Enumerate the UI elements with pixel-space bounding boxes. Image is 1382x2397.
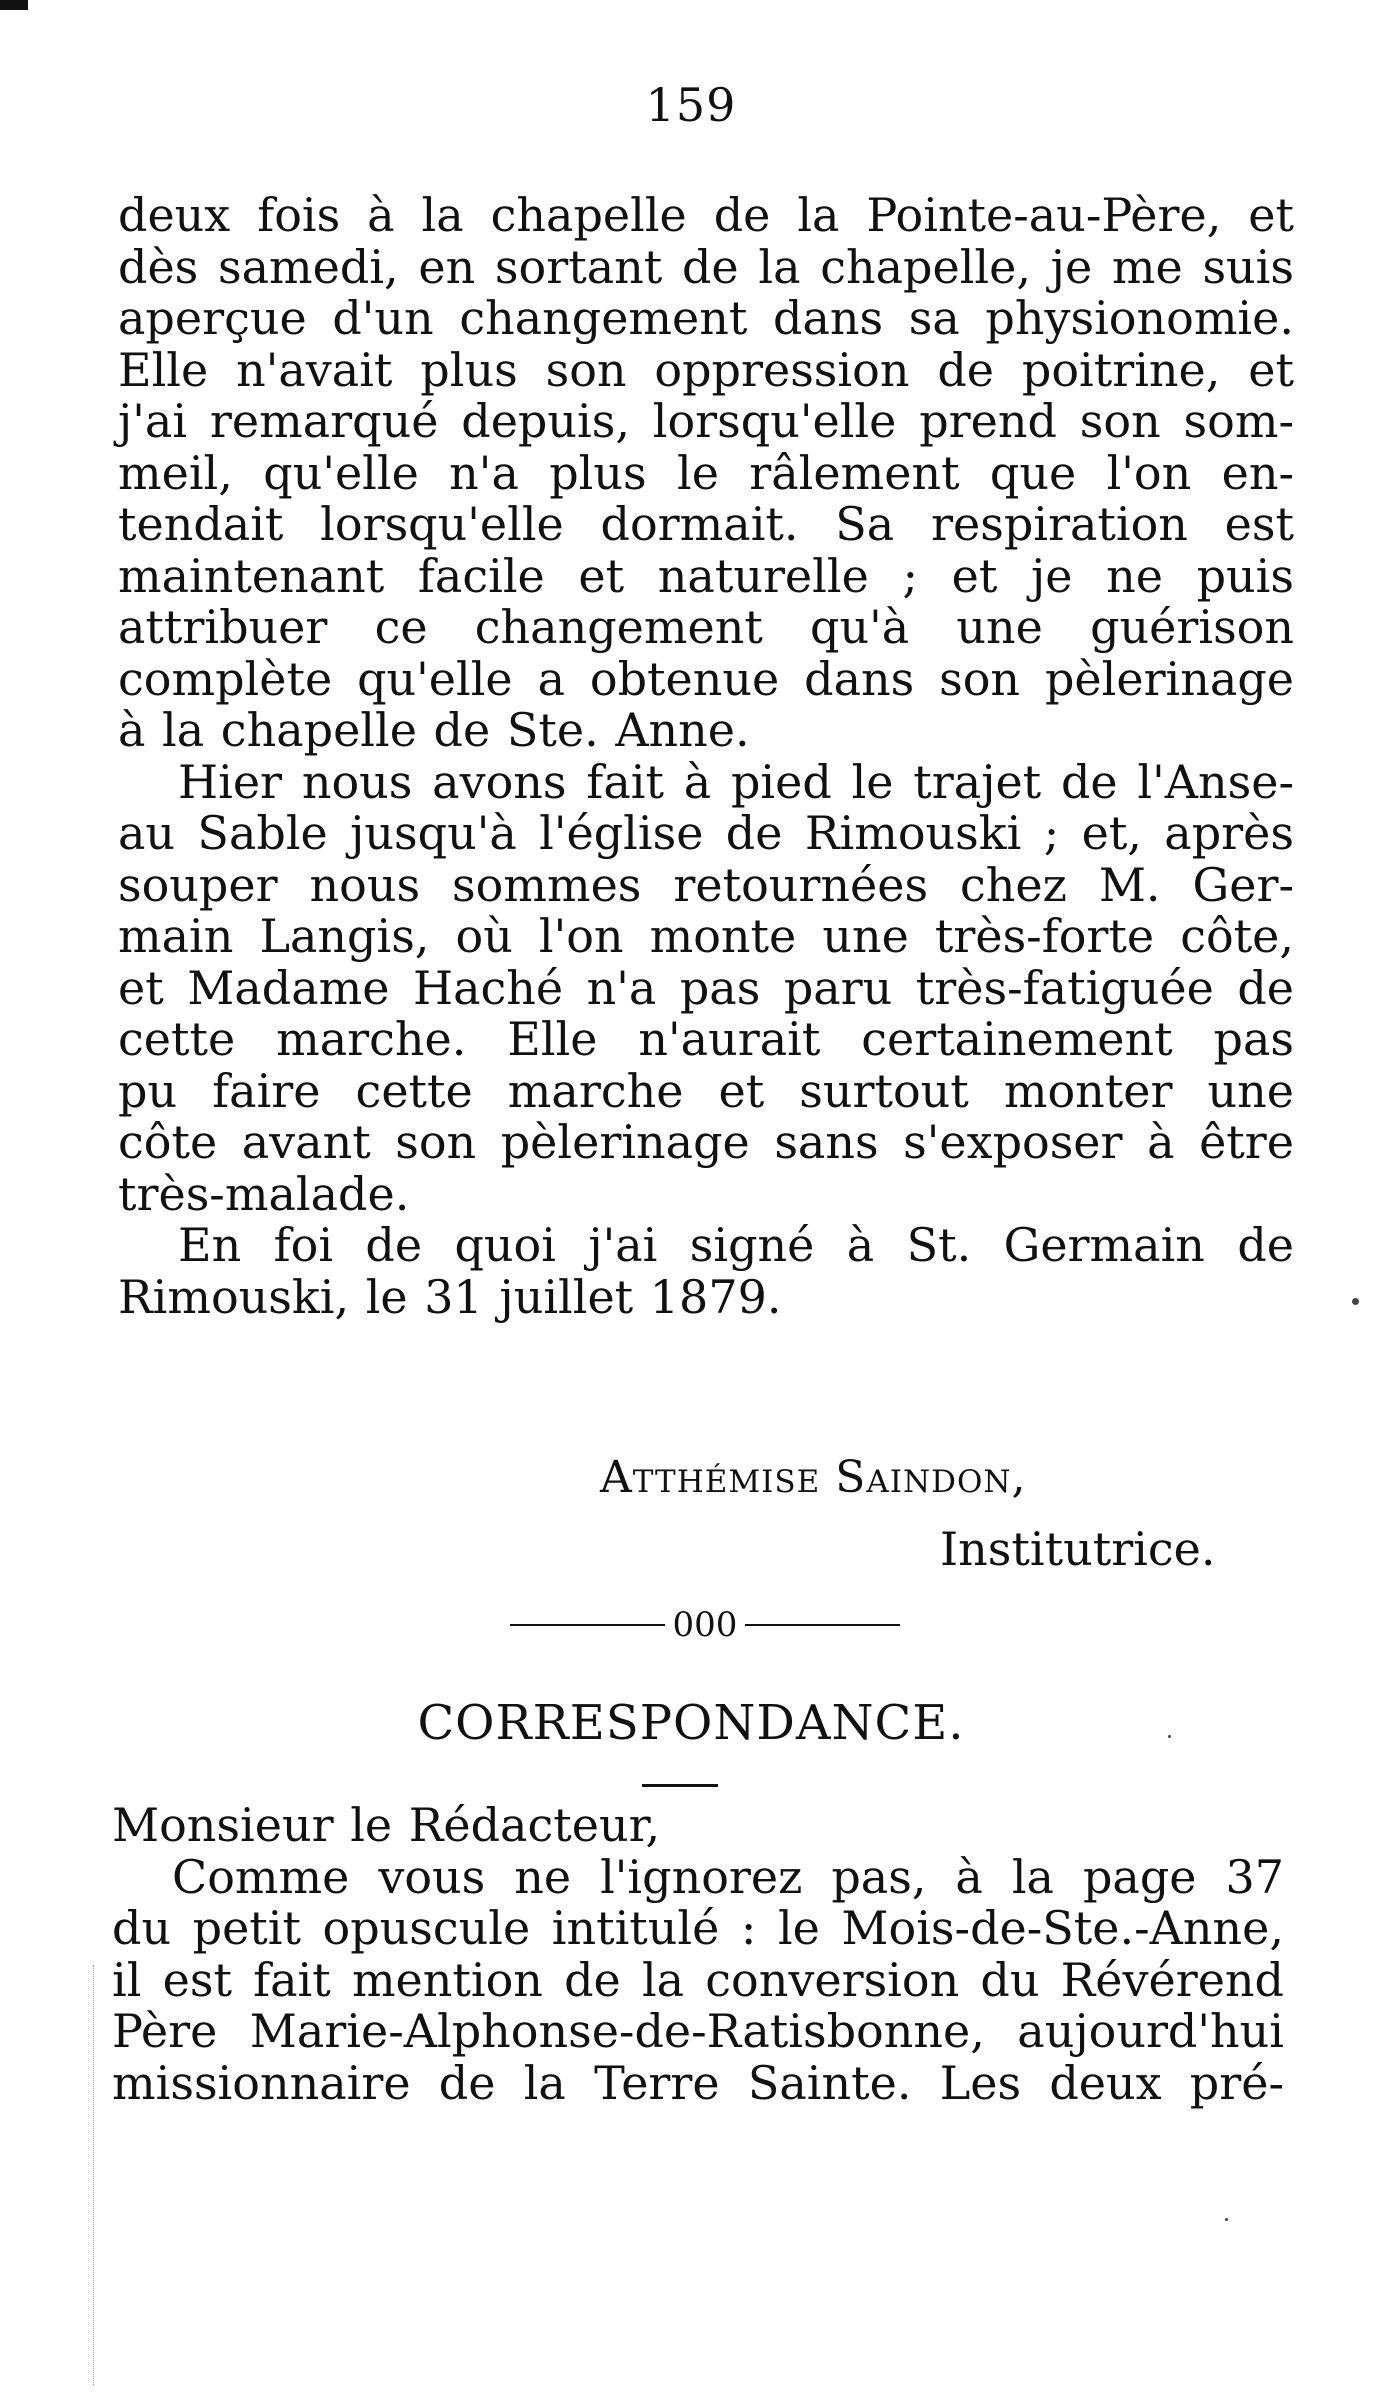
text-line: il est fait mention de la conversion du Révérend xyxy=(112,1952,1284,2007)
text-line: complète qu'elle a obtenue dans son pèlerinage xyxy=(118,651,1294,706)
paragraph-2 xyxy=(118,754,1294,1221)
text-line: deux fois à la chapelle de la Pointe-au-Père, et xyxy=(118,188,1294,242)
section-title: CORRESPONDANCE. xyxy=(417,1695,965,1751)
text-line: pu faire cette marche et surtout monter une xyxy=(118,1063,1294,1118)
signature-title: Institutrice. xyxy=(940,1522,1216,1576)
text-line: tendait lorsqu'elle dormait. Sa respiration est xyxy=(118,497,1294,551)
text-line: attribuer ce changement qu'à une guérison xyxy=(118,600,1294,654)
text-line: au Sable jusqu'à l'église de Rimouski ; et, après xyxy=(118,806,1294,860)
text-line: Père Marie-Alphonse-de-Ratisbonne, aujourd'hui xyxy=(112,2004,1284,2058)
text-line: du petit opuscule intitulé : le Mois-de-Ste.-Anne, xyxy=(112,1901,1284,1955)
text-line: côte avant son pèlerinage sans s'exposer à être xyxy=(118,1115,1294,1169)
section-separator xyxy=(510,1605,900,1645)
text-line: Rimouski, le 31 juillet 1879. xyxy=(118,1269,782,1324)
text-line: aperçue d'un changement dans sa physionomie. xyxy=(118,291,1294,345)
text-line: dès samedi, en sortant de la chapelle, je me suis xyxy=(118,239,1294,294)
text-line: Comme vous ne l'ignorez pas, à la page 37 xyxy=(172,1849,1284,1904)
text-line: Elle n'avait plus son oppression de poitrine, et xyxy=(118,342,1294,397)
title-underline xyxy=(642,1784,718,1787)
separator-rule-right xyxy=(745,1624,900,1626)
text-line: meil, qu'elle n'a plus le râlement que l'on en- xyxy=(118,445,1294,500)
text-line: maintenant facile et naturelle ; et je ne puis xyxy=(118,548,1294,603)
signature-name: Atthémise Saindon, xyxy=(600,1452,1027,1503)
scan-speck xyxy=(1225,2218,1228,2221)
letter-body xyxy=(118,190,1294,1323)
paragraph-4 xyxy=(112,1849,1284,2110)
text-line: missionnaire de la Terre Sainte. Les deux pré- xyxy=(112,2055,1284,2110)
text-line: Hier nous avons fait à pied le trajet de l'Anse- xyxy=(178,754,1294,809)
text-line: souper nous sommes retournées chez M. Ger- xyxy=(118,857,1294,912)
salutation: Monsieur le Rédacteur, xyxy=(112,1798,661,1852)
text-line: et Madame Haché n'a pas paru très-fatiguée de xyxy=(118,960,1294,1015)
correspondence-body xyxy=(112,1800,1284,2109)
page-number: 159 xyxy=(645,78,737,132)
separator-ornament: 000 xyxy=(672,1605,738,1645)
scan-corner-mark xyxy=(0,0,28,10)
scan-speck xyxy=(1168,1735,1171,1738)
text-line: très-malade. xyxy=(118,1166,410,1221)
text-line: En foi de quoi j'ai signé à St. Germain de xyxy=(178,1218,1294,1272)
text-line: à la chapelle de Ste. Anne. xyxy=(118,703,750,757)
scan-margin-line xyxy=(93,1965,94,2385)
separator-rule-left xyxy=(510,1624,665,1626)
text-line: j'ai remarqué depuis, lorsqu'elle prend son som- xyxy=(118,394,1294,448)
paragraph-3 xyxy=(118,1220,1294,1323)
text-line: cette marche. Elle n'aurait certainement pas xyxy=(118,1012,1294,1066)
scan-speck xyxy=(1352,1298,1359,1305)
text-line: main Langis, où l'on monte une très-forte côte, xyxy=(118,909,1294,963)
paragraph-1 xyxy=(118,190,1294,757)
